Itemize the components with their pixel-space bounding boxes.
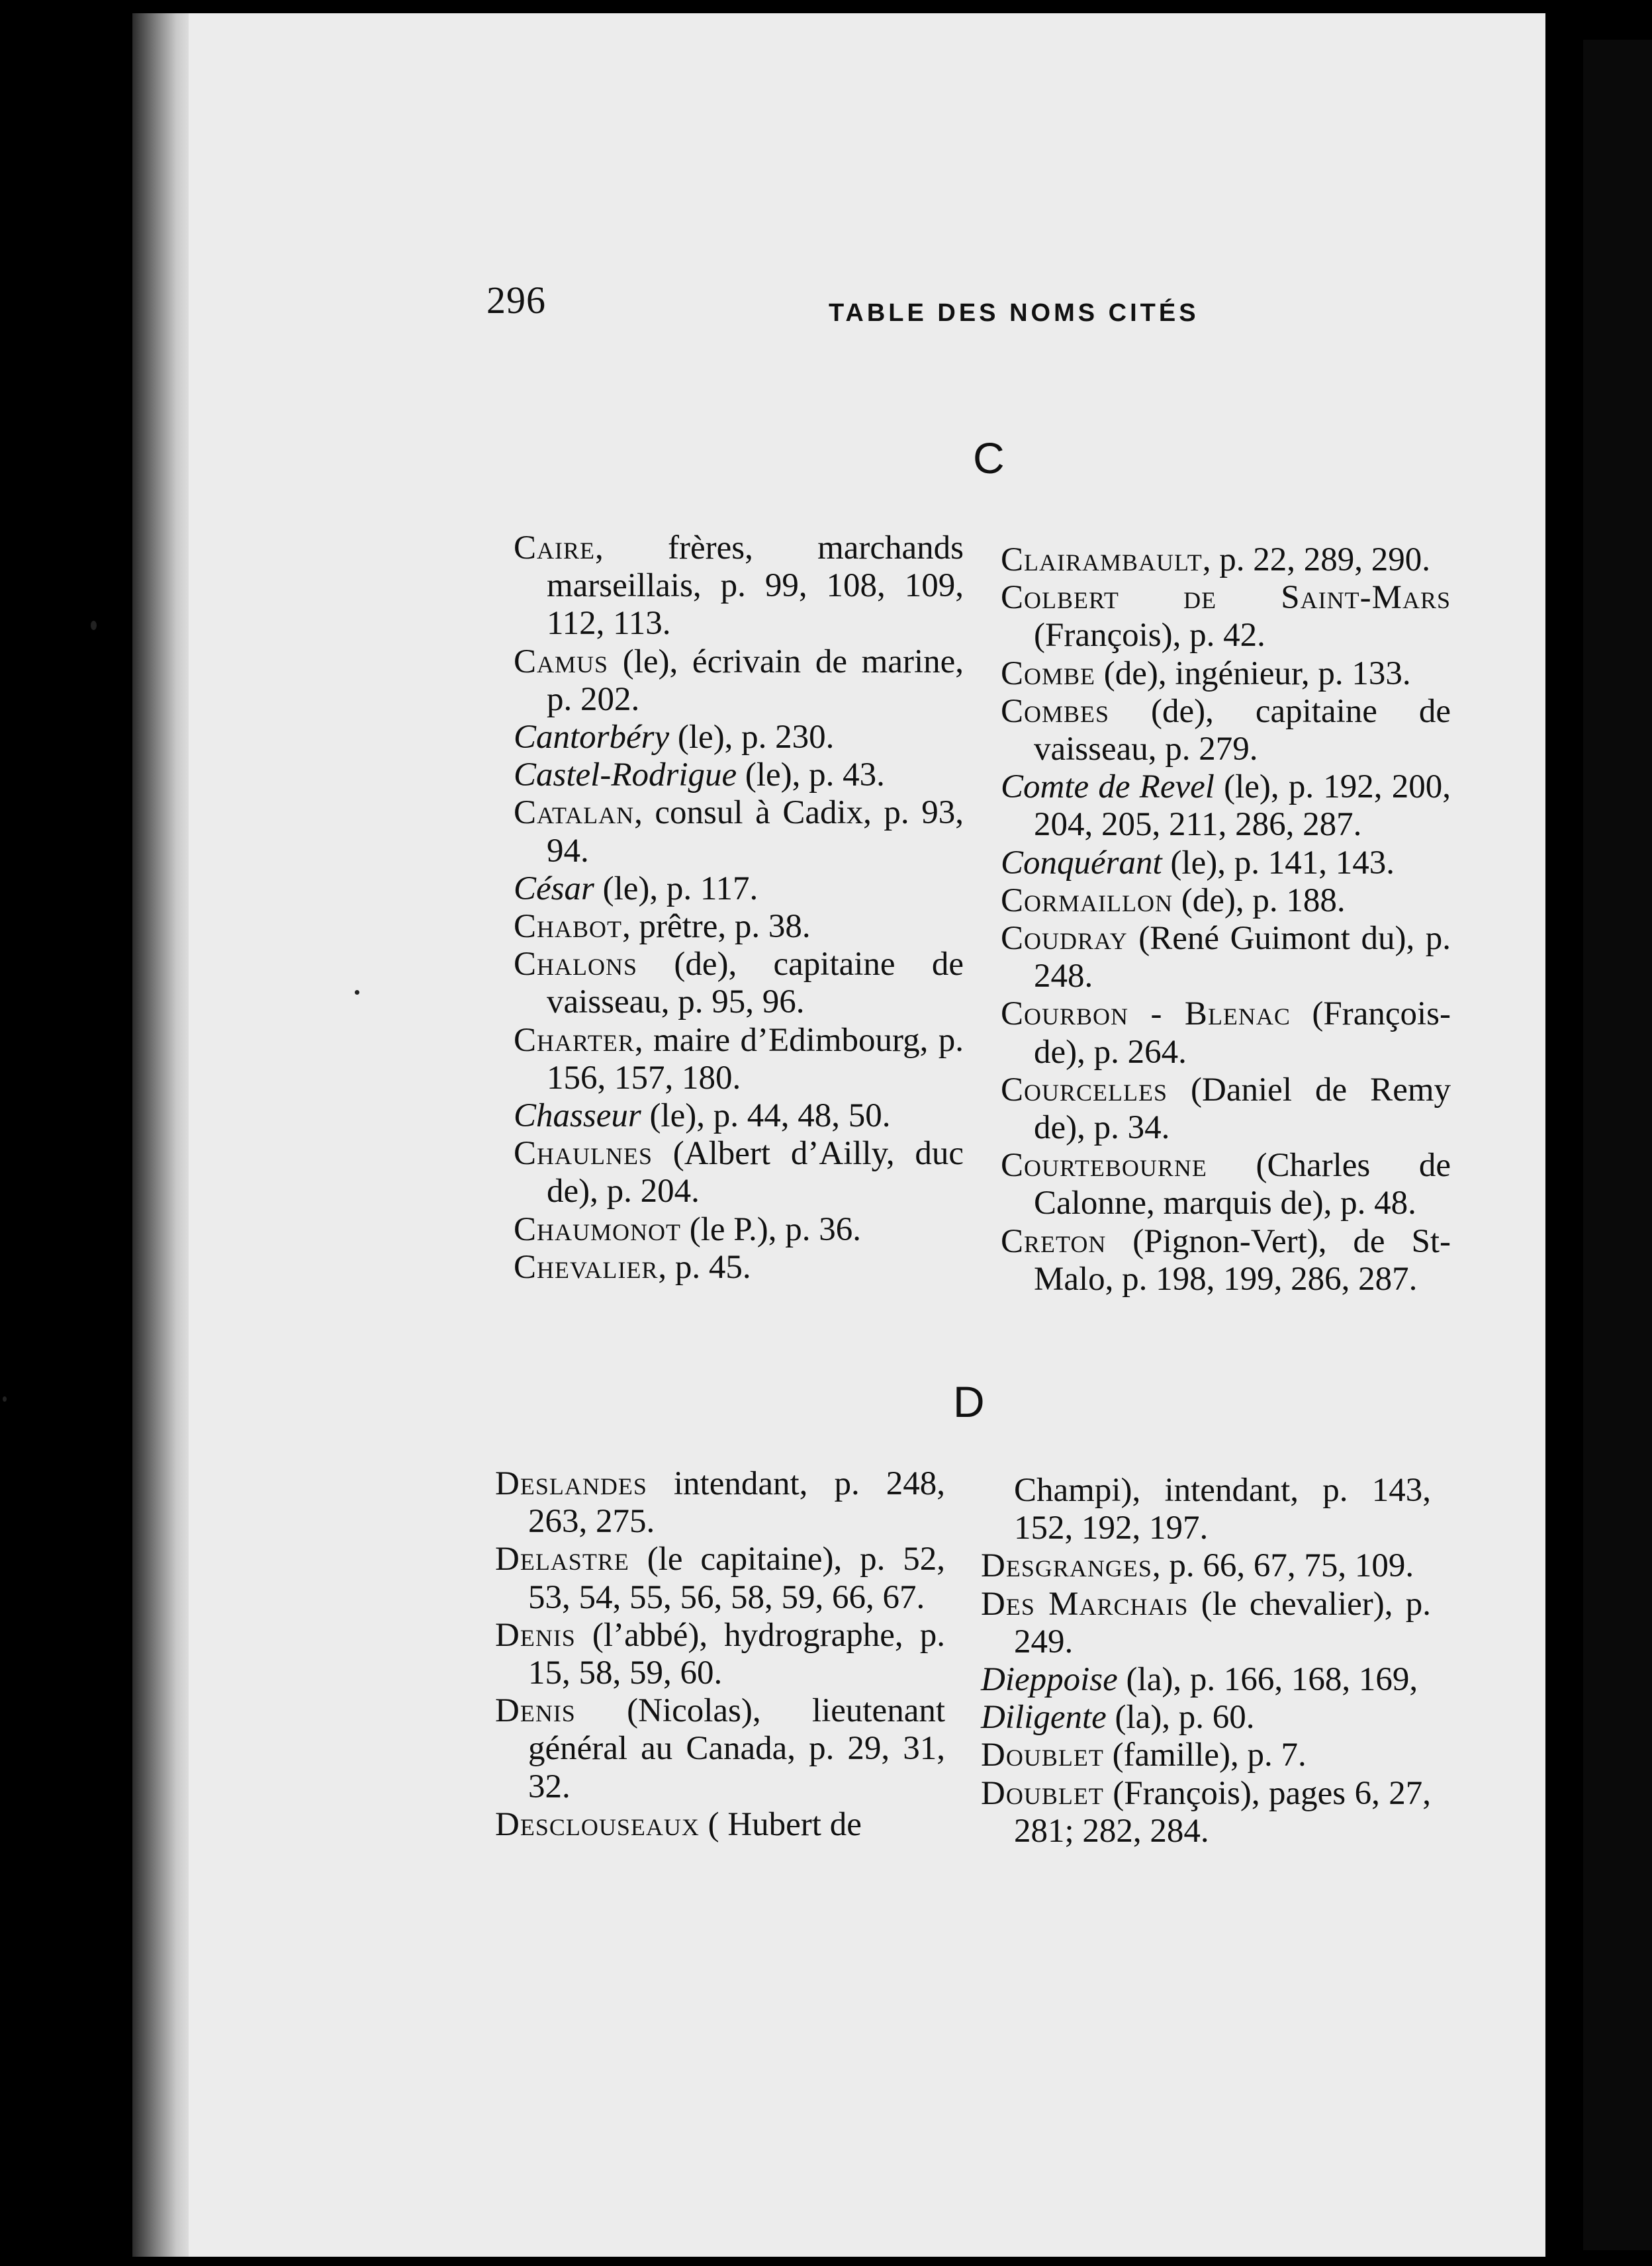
entry-details: (Charles de Calonne, marquis de), p. 48. xyxy=(1034,1147,1451,1222)
index-entry xyxy=(514,1097,964,1135)
entry-name: Combes xyxy=(1001,692,1110,730)
index-entry xyxy=(514,794,964,870)
index-entry xyxy=(1001,844,1451,882)
entry-name: Courbon - Blenac xyxy=(1001,995,1291,1033)
running-head: TABLE DES NOMS CITÉS xyxy=(829,299,1199,327)
index-entry xyxy=(981,1699,1431,1737)
entry-details: (la), p. 60. xyxy=(1106,1699,1255,1737)
entry-details: (Albert d’Ailly, duc de), p. 204. xyxy=(547,1135,964,1210)
entry-name: Catalan xyxy=(514,794,635,832)
index-entry xyxy=(1001,693,1451,768)
entry-details: (Nicolas), lieutenant général au Canada, p. 29, 31, 32. xyxy=(528,1692,945,1805)
entry-name: Caire xyxy=(514,529,596,566)
index-entry xyxy=(514,870,964,908)
entry-name: Desclouseaux xyxy=(495,1805,700,1843)
index-entry xyxy=(514,1211,964,1249)
entry-details: , prêtre, p. 38. xyxy=(622,908,811,946)
section-d-right-column xyxy=(981,1472,1431,1850)
entry-details: (le), écrivain de marine, p. 202. xyxy=(547,643,964,718)
entry-name: Chevalier xyxy=(514,1248,659,1286)
index-entry xyxy=(514,1022,964,1097)
entry-name: Dieppoise xyxy=(981,1661,1118,1699)
entry-details: (famille), p. 7. xyxy=(1103,1737,1307,1774)
entry-name: Delastre xyxy=(495,1541,629,1578)
index-entry xyxy=(1001,1223,1451,1298)
entry-name: Denis xyxy=(495,1692,576,1730)
entry-details: (le), p. 44, 48, 50. xyxy=(641,1097,891,1135)
index-entry xyxy=(514,756,964,794)
section-c-left-column xyxy=(514,529,964,1287)
entry-name: Chasseur xyxy=(514,1097,641,1135)
entry-name: Colbert de Saint-Mars xyxy=(1001,579,1451,617)
page-number: 296 xyxy=(486,279,546,322)
section-letter-c: C xyxy=(973,433,1005,482)
entry-details: (François-de), p. 264. xyxy=(1034,995,1451,1071)
entry-name: Conquérant xyxy=(1001,844,1162,882)
entry-name: César xyxy=(514,870,594,907)
entry-name: Comte de Revel xyxy=(1001,768,1215,806)
entry-name: Creton xyxy=(1001,1222,1107,1260)
entry-details: (la), p. 166, 168, 169, xyxy=(1117,1661,1418,1699)
entry-details: (le), p. 141, 143. xyxy=(1162,844,1395,882)
index-entry xyxy=(1001,882,1451,920)
entry-name: Doublet xyxy=(981,1737,1104,1774)
index-entry xyxy=(495,1541,945,1616)
index-entry xyxy=(981,1586,1431,1661)
index-entry xyxy=(1001,655,1451,693)
index-entry-continued xyxy=(981,1472,1431,1547)
entry-details: , consul à Cadix, p. 93, 94. xyxy=(547,794,964,870)
entry-details: , frères, marchands marseillais, p. 99, 108, 109, 112, 113. xyxy=(547,529,964,643)
entry-name: Denis xyxy=(495,1616,576,1654)
entry-details: , p. 45. xyxy=(658,1248,751,1286)
entry-details: , maire d’Edimbourg, p. 156, 157, 180. xyxy=(547,1021,964,1097)
entry-details: (Pignon-Vert), de St-Malo, p. 198, 199, 286, 287. xyxy=(1034,1222,1451,1298)
index-entry xyxy=(514,908,964,946)
entry-details: ( Hubert de xyxy=(699,1805,862,1843)
section-d-left-column xyxy=(495,1465,945,1844)
entry-name: Courcelles xyxy=(1001,1071,1168,1109)
index-entry xyxy=(514,643,964,719)
entry-name: Desgranges xyxy=(981,1547,1152,1585)
section-letter-d: D xyxy=(953,1377,985,1426)
facing-page-edge xyxy=(1583,40,1652,2250)
entry-details: (de), ingénieur, p. 133. xyxy=(1095,655,1411,692)
entry-details: (l’abbé), hydrographe, p. 15, 58, 59, 60. xyxy=(528,1616,945,1692)
index-entry xyxy=(1001,995,1451,1071)
entry-name: Chabot xyxy=(514,908,623,946)
book-page-edge xyxy=(132,13,195,2257)
entry-name: Combe xyxy=(1001,655,1096,692)
index-entry xyxy=(981,1547,1431,1585)
entry-details: (François), pages 6, 27, 281; 282, 284. xyxy=(1014,1774,1431,1850)
entry-details: (René Guimont du), p. 248. xyxy=(1034,920,1451,995)
index-entry xyxy=(1001,579,1451,655)
index-entry xyxy=(981,1775,1431,1850)
entry-details: (le), p. 192, 200, 204, 205, 211, 286, 287. xyxy=(1034,768,1451,844)
entry-name: Castel-Rodrigue xyxy=(514,756,737,794)
entry-details: (François), p. 42. xyxy=(1034,617,1265,655)
section-c-right-column xyxy=(1001,541,1451,1298)
entry-name: Charter xyxy=(514,1021,635,1059)
entry-name: Diligente xyxy=(981,1699,1107,1737)
entry-details: (le), p. 43. xyxy=(737,756,885,794)
entry-name: Cantorbéry xyxy=(514,719,670,756)
entry-details: (de), capitaine de vaisseau, p. 279. xyxy=(1034,692,1451,768)
scan-speck xyxy=(3,1396,7,1402)
index-entry xyxy=(1001,1147,1451,1222)
index-entry xyxy=(1001,768,1451,844)
index-entry xyxy=(495,1465,945,1541)
entry-details: (le capitaine), p. 52, 53, 54, 55, 56, 58, 59, 66, 67. xyxy=(528,1541,945,1616)
entry-name: Clairambault xyxy=(1001,541,1203,578)
index-entry xyxy=(495,1617,945,1692)
entry-name: Chaulnes xyxy=(514,1135,653,1173)
scan-speck xyxy=(355,990,359,995)
entry-details: (Daniel de Remy de), p. 34. xyxy=(1034,1071,1451,1147)
entry-name: Cormaillon xyxy=(1001,882,1173,919)
entry-details: (le), p. 230. xyxy=(669,719,835,756)
index-entry xyxy=(981,1737,1431,1774)
entry-details: intendant, p. 248, 263, 275. xyxy=(528,1465,945,1541)
entry-name: Courtebourne xyxy=(1001,1147,1207,1185)
entry-details: (de), capitaine de vaisseau, p. 95, 96. xyxy=(547,946,964,1021)
index-entry xyxy=(1001,1071,1451,1147)
entry-name: Doublet xyxy=(981,1774,1104,1812)
entry-details: (le chevalier), p. 249. xyxy=(1014,1585,1432,1660)
entry-name: Des Marchais xyxy=(981,1585,1189,1623)
index-entry xyxy=(1001,541,1451,579)
entry-details: (le), p. 117. xyxy=(594,870,758,907)
index-entry xyxy=(514,719,964,756)
entry-name: Chalons xyxy=(514,946,638,983)
entry-details: , p. 22, 289, 290. xyxy=(1202,541,1430,578)
entry-details: (le P.), p. 36. xyxy=(681,1210,861,1248)
index-entry xyxy=(514,529,964,643)
entry-details: , p. 66, 67, 75, 109. xyxy=(1152,1547,1414,1585)
scan-speck xyxy=(91,621,97,630)
entry-name: Chaumonot xyxy=(514,1210,682,1248)
index-entry xyxy=(495,1692,945,1806)
index-entry xyxy=(1001,920,1451,995)
index-entry xyxy=(514,1135,964,1210)
entry-details: Champi), intendant, p. 143, 152, 192, 197. xyxy=(1014,1472,1431,1547)
entry-details: (de), p. 188. xyxy=(1173,882,1346,919)
index-entry xyxy=(981,1661,1431,1699)
index-entry xyxy=(514,946,964,1021)
entry-name: Deslandes xyxy=(495,1465,647,1502)
index-entry xyxy=(514,1249,964,1287)
entry-name: Camus xyxy=(514,643,609,680)
entry-name: Coudray xyxy=(1001,920,1128,958)
index-entry xyxy=(495,1806,945,1844)
